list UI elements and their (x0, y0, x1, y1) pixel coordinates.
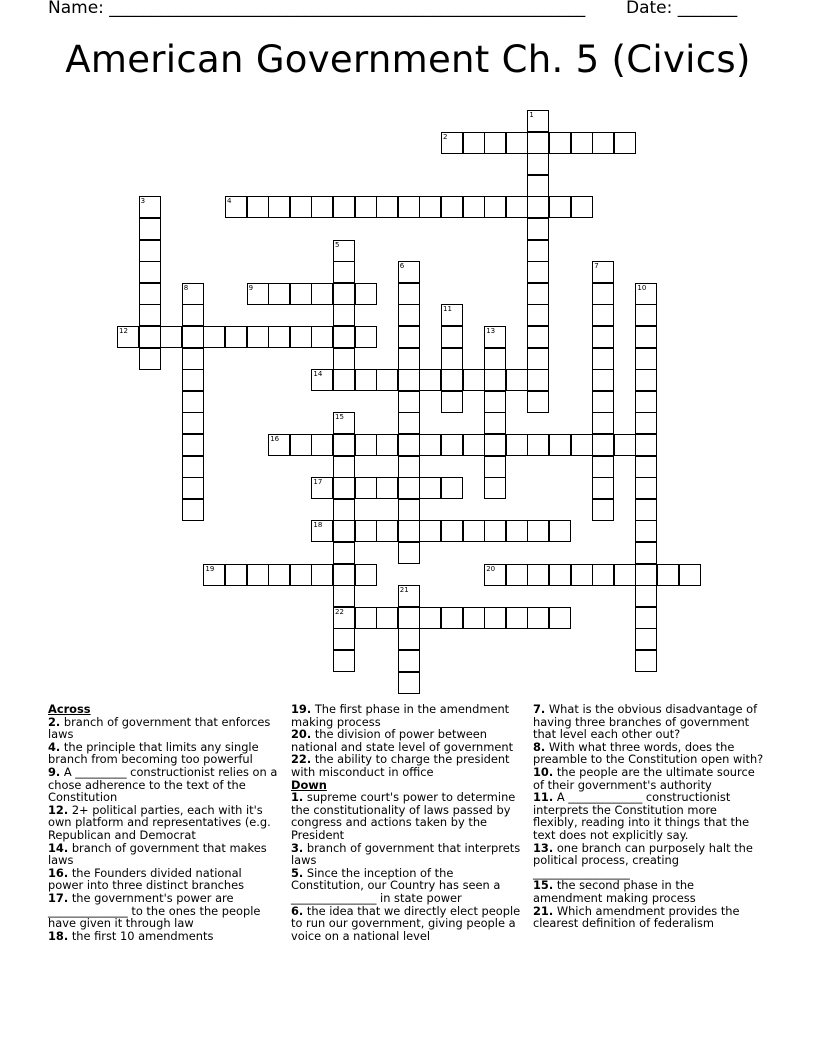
grid-cell[interactable] (592, 456, 614, 478)
grid-cell[interactable] (635, 499, 657, 521)
grid-cell[interactable] (333, 628, 355, 650)
clue-down-5: 5. Since the inception of the Constitution, our Country has seen a _______________ in state power (291, 865, 501, 905)
clue-number: 4 (227, 197, 232, 206)
clue-number: 19 (205, 564, 215, 573)
grid-cell[interactable] (441, 304, 463, 326)
grid-cell[interactable] (484, 412, 506, 434)
grid-cell[interactable] (398, 391, 420, 413)
grid-cell[interactable] (355, 477, 377, 499)
grid-cell[interactable] (592, 348, 614, 370)
clue-number: 11 (443, 305, 452, 314)
grid-cell[interactable] (549, 434, 571, 456)
grid-cell[interactable] (333, 326, 355, 348)
grid-cell[interactable] (398, 261, 420, 283)
grid-cell[interactable] (441, 434, 463, 456)
grid-cell[interactable] (333, 240, 355, 262)
grid-cell[interactable] (182, 348, 204, 370)
grid-cell[interactable] (527, 153, 549, 175)
clue-number: 16 (270, 435, 280, 443)
grid-cell[interactable] (635, 542, 657, 564)
grid-cell[interactable] (355, 283, 377, 305)
grid-cell[interactable] (311, 196, 333, 218)
grid-cell[interactable] (441, 369, 463, 391)
grid-cell[interactable] (592, 283, 614, 305)
grid-cell[interactable] (635, 391, 657, 413)
grid-cell[interactable] (592, 326, 614, 348)
clue-number: 13 (486, 327, 496, 335)
grid-cell[interactable] (441, 348, 463, 370)
grid-cell[interactable] (203, 326, 225, 348)
grid-cell[interactable] (614, 564, 636, 586)
grid-cell[interactable] (506, 369, 528, 391)
grid-cell[interactable] (484, 456, 506, 478)
grid-cell[interactable] (182, 477, 204, 499)
grid-cell[interactable] (527, 240, 549, 262)
grid-cell[interactable] (355, 434, 377, 456)
grid-cell[interactable] (571, 434, 593, 456)
clue-number: 22 (335, 607, 344, 616)
clue-number: 10 (637, 283, 647, 292)
clue-across-14: 14. branch of government that makes laws (48, 840, 267, 868)
grid-cell[interactable] (333, 477, 355, 499)
grid-cell[interactable] (527, 607, 549, 629)
grid-cell[interactable] (527, 175, 549, 197)
grid-cell[interactable] (225, 564, 247, 586)
clue-down-6: 6. the idea that we directly elect people to run our government, giving people a voice on a national level (291, 903, 521, 943)
grid-cell[interactable] (614, 434, 636, 456)
name-field-label[interactable]: Name: ________________________________________________________ (48, 0, 586, 18)
down-heading: Down (291, 777, 327, 792)
grid-cell[interactable] (635, 304, 657, 326)
grid-cell[interactable] (441, 326, 463, 348)
grid-cell[interactable] (527, 348, 549, 370)
grid-cell[interactable] (268, 283, 290, 305)
grid-cell[interactable] (225, 196, 247, 218)
grid-cell[interactable] (527, 283, 549, 305)
clue-column-1 (48, 703, 280, 942)
grid-cell[interactable] (635, 564, 657, 586)
grid-cell[interactable] (527, 369, 549, 391)
grid-cell[interactable] (635, 650, 657, 672)
grid-cell[interactable] (571, 132, 593, 154)
clue-across-20: 20. the division of power between national and state level of government (291, 727, 514, 754)
grid-cell[interactable] (527, 326, 549, 348)
page-title: American Government Ch. 5 (Civics) (65, 38, 751, 81)
grid-cell[interactable] (333, 607, 355, 629)
grid-cell[interactable] (484, 326, 506, 348)
grid-cell[interactable] (290, 326, 312, 348)
clue-down-8: 8. With what three words, does the preamble to the Constitution open with? (533, 739, 764, 767)
grid-cell[interactable] (635, 585, 657, 607)
clue-across-16: 16. the Founders divided national power into three distinct branches (48, 865, 245, 893)
grid-cell[interactable] (311, 326, 333, 348)
grid-cell[interactable] (333, 283, 355, 305)
grid-cell[interactable] (419, 369, 441, 391)
grid-cell[interactable] (657, 564, 679, 586)
grid-cell[interactable] (333, 542, 355, 564)
grid-cell[interactable] (527, 564, 549, 586)
grid-cell[interactable] (117, 326, 139, 348)
clue-number: 1 (529, 111, 534, 119)
grid-cell[interactable] (355, 564, 377, 586)
across-heading: Across (48, 702, 91, 716)
grid-cell[interactable] (441, 132, 463, 154)
grid-cell[interactable] (398, 196, 420, 218)
grid-cell[interactable] (527, 218, 549, 240)
grid-cell[interactable] (635, 607, 657, 629)
clue-across-2: 2. branch of government that enforces laws (48, 714, 271, 742)
grid-cell[interactable] (376, 520, 398, 542)
grid-cell[interactable] (182, 456, 204, 478)
grid-cell[interactable] (247, 283, 269, 305)
grid-cell[interactable] (398, 585, 420, 607)
grid-cell[interactable] (484, 132, 506, 154)
clue-number: 20 (486, 564, 496, 573)
grid-cell[interactable] (268, 564, 290, 586)
grid-cell[interactable] (398, 283, 420, 305)
grid-cell[interactable] (182, 304, 204, 326)
grid-cell[interactable] (333, 196, 355, 218)
grid-cell[interactable] (311, 520, 333, 542)
grid-cell[interactable] (182, 434, 204, 456)
grid-cell[interactable] (182, 499, 204, 521)
grid-cell[interactable] (419, 520, 441, 542)
grid-cell[interactable] (333, 304, 355, 326)
grid-cell[interactable] (247, 196, 269, 218)
grid-cell[interactable] (311, 434, 333, 456)
grid-cell[interactable] (441, 520, 463, 542)
grid-cell[interactable] (333, 650, 355, 672)
grid-cell[interactable] (635, 628, 657, 650)
grid-cell[interactable] (333, 456, 355, 478)
clue-down-21: 21. Which amendment provides the clearest definition of federalism (533, 903, 740, 931)
grid-cell[interactable] (247, 564, 269, 586)
grid-cell[interactable] (311, 369, 333, 391)
grid-cell[interactable] (441, 196, 463, 218)
grid-cell[interactable] (355, 326, 377, 348)
clue-across-4: 4. the principle that limits any single branch from becoming too powerful (48, 739, 259, 767)
clue-number: 14 (313, 370, 323, 379)
grid-cell[interactable] (311, 283, 333, 305)
grid-cell[interactable] (506, 564, 528, 586)
grid-cell[interactable] (398, 434, 420, 456)
grid-cell[interactable] (441, 607, 463, 629)
grid-cell[interactable] (463, 607, 485, 629)
grid-cell[interactable] (333, 520, 355, 542)
grid-cell[interactable] (290, 283, 312, 305)
clue-down-11: 11. A _____________ constructionist interprets the Constitution more flexibly, reading into it things that the text does not explicitly say. (533, 790, 750, 842)
grid-cell[interactable] (376, 607, 398, 629)
grid-cell[interactable] (333, 585, 355, 607)
grid-cell[interactable] (506, 434, 528, 456)
grid-cell[interactable] (527, 196, 549, 218)
grid-cell[interactable] (484, 391, 506, 413)
grid-cell[interactable] (441, 391, 463, 413)
clue-down-15: 15. the second phase in the amendment making process (533, 878, 696, 905)
clue-number: 8 (183, 283, 189, 292)
clue-column-3 (533, 703, 765, 930)
grid-cell[interactable] (333, 412, 355, 434)
grid-cell[interactable] (355, 369, 377, 391)
grid-cell[interactable] (398, 456, 420, 478)
grid-cell[interactable] (182, 283, 204, 305)
grid-cell[interactable] (527, 434, 549, 456)
grid-cell[interactable] (333, 564, 355, 586)
clue-column-2 (291, 703, 523, 942)
grid-cell[interactable] (592, 132, 614, 154)
grid-cell[interactable] (635, 369, 657, 391)
grid-cell[interactable] (506, 520, 528, 542)
grid-cell[interactable] (333, 261, 355, 283)
grid-cell[interactable] (139, 218, 161, 240)
grid-cell[interactable] (247, 326, 269, 348)
clue-number: 3 (140, 197, 146, 206)
grid-cell[interactable] (592, 304, 614, 326)
clue-down-1: 1. supreme court's power to determine the constitutionality of laws passed by congress and actions taken by the President (291, 790, 516, 842)
clue-down-10: 10. the people are the ultimate source of their government's authority (533, 764, 755, 792)
clue-across-19: 19. The first phase in the amendment making process (291, 702, 510, 729)
grid-cell[interactable] (527, 304, 549, 326)
grid-cell[interactable] (398, 477, 420, 499)
grid-cell[interactable] (376, 196, 398, 218)
grid-cell[interactable] (484, 520, 506, 542)
grid-cell[interactable] (571, 564, 593, 586)
grid-cell[interactable] (484, 348, 506, 370)
grid-cell[interactable] (506, 196, 528, 218)
grid-cell[interactable] (268, 434, 290, 456)
clue-down-3: 3. branch of government that interprets laws (291, 840, 521, 868)
grid-cell[interactable] (484, 564, 506, 586)
grid-cell[interactable] (376, 369, 398, 391)
grid-cell[interactable] (484, 607, 506, 629)
grid-cell[interactable] (527, 391, 549, 413)
grid-cell[interactable] (333, 348, 355, 370)
clue-number: 15 (335, 413, 344, 422)
grid-cell[interactable] (527, 132, 549, 154)
clue-number: 12 (119, 327, 128, 335)
grid-cell[interactable] (376, 434, 398, 456)
grid-cell[interactable] (635, 326, 657, 348)
grid-cell[interactable] (592, 412, 614, 434)
grid-cell[interactable] (355, 520, 377, 542)
grid-cell[interactable] (463, 369, 485, 391)
grid-cell[interactable] (419, 196, 441, 218)
grid-cell[interactable] (268, 326, 290, 348)
grid-cell[interactable] (549, 564, 571, 586)
grid-cell[interactable] (182, 412, 204, 434)
grid-cell[interactable] (398, 628, 420, 650)
grid-cell[interactable] (484, 369, 506, 391)
grid-cell[interactable] (398, 542, 420, 564)
grid-cell[interactable] (311, 477, 333, 499)
grid-cell[interactable] (182, 369, 204, 391)
clue-across-18: 18. the first 10 amendments (48, 928, 214, 943)
grid-cell[interactable] (635, 348, 657, 370)
date-field-label[interactable]: Date: _______ (626, 0, 738, 18)
grid-cell[interactable] (506, 132, 528, 154)
clue-number: 6 (399, 262, 405, 271)
grid-cell[interactable] (571, 196, 593, 218)
grid-cell[interactable] (333, 434, 355, 456)
grid-cell[interactable] (225, 326, 247, 348)
grid-cell[interactable] (419, 477, 441, 499)
grid-cell[interactable] (419, 434, 441, 456)
grid-cell[interactable] (463, 520, 485, 542)
grid-cell[interactable] (398, 412, 420, 434)
clue-down-13: 13. one branch can purposely halt the political process, creating _________________ (533, 840, 753, 880)
clue-across-22: 22. the ability to charge the president with misconduct in office (291, 752, 510, 779)
grid-cell[interactable] (549, 132, 571, 154)
grid-cell[interactable] (441, 477, 463, 499)
grid-cell[interactable] (398, 499, 420, 521)
grid-cell[interactable] (549, 520, 571, 542)
grid-cell[interactable] (635, 283, 657, 305)
grid-cell[interactable] (484, 477, 506, 499)
grid-cell[interactable] (635, 520, 657, 542)
grid-cell[interactable] (592, 477, 614, 499)
grid-cell[interactable] (614, 132, 636, 154)
grid-cell[interactable] (398, 304, 420, 326)
grid-cell[interactable] (139, 348, 161, 370)
grid-cell[interactable] (398, 520, 420, 542)
grid-cell[interactable] (268, 196, 290, 218)
grid-cell[interactable] (506, 607, 528, 629)
clue-across-12: 12. 2+ political parties, each with it's own platform and representatives (e.g. Republican and Democrat (48, 802, 271, 842)
grid-cell[interactable] (635, 434, 657, 456)
grid-cell[interactable] (592, 434, 614, 456)
grid-cell[interactable] (398, 607, 420, 629)
grid-cell[interactable] (398, 650, 420, 672)
grid-cell[interactable] (311, 564, 333, 586)
grid-cell[interactable] (290, 196, 312, 218)
grid-cell[interactable] (333, 499, 355, 521)
grid-cell[interactable] (355, 196, 377, 218)
grid-cell[interactable] (139, 261, 161, 283)
grid-cell[interactable] (527, 110, 549, 132)
grid-cell[interactable] (398, 348, 420, 370)
grid-cell[interactable] (290, 434, 312, 456)
grid-cell[interactable] (463, 132, 485, 154)
clue-down-7: 7. What is the obvious disadvantage of having three branches of government that level each other out? (533, 702, 758, 742)
grid-cell[interactable] (592, 499, 614, 521)
grid-cell[interactable] (355, 607, 377, 629)
grid-cell[interactable] (333, 369, 355, 391)
grid-cell[interactable] (139, 326, 161, 348)
grid-cell[interactable] (182, 391, 204, 413)
grid-cell[interactable] (484, 196, 506, 218)
grid-cell[interactable] (139, 240, 161, 262)
grid-cell[interactable] (527, 520, 549, 542)
grid-cell[interactable] (527, 261, 549, 283)
grid-cell[interactable] (203, 564, 225, 586)
grid-cell[interactable] (484, 434, 506, 456)
grid-cell[interactable] (679, 564, 701, 586)
clue-across-9: 9. A _________ constructionist relies on a chose adherence to the text of the Constitution (48, 764, 278, 805)
grid-cell[interactable] (549, 196, 571, 218)
clue-number: 17 (313, 478, 323, 487)
grid-cell[interactable] (592, 564, 614, 586)
grid-cell[interactable] (139, 283, 161, 305)
clue-across-17: 17. the government's power are ______________ to the ones the people have given it through law (48, 890, 261, 931)
clue-number: 7 (594, 262, 599, 271)
grid-cell[interactable] (139, 196, 161, 218)
grid-cell[interactable] (463, 196, 485, 218)
grid-cell[interactable] (463, 434, 485, 456)
clue-number: 5 (335, 240, 340, 249)
grid-cell[interactable] (398, 369, 420, 391)
grid-cell[interactable] (160, 326, 182, 348)
grid-cell[interactable] (182, 326, 204, 348)
grid-cell[interactable] (635, 456, 657, 478)
grid-cell[interactable] (635, 477, 657, 499)
grid-cell[interactable] (139, 304, 161, 326)
clue-number: 2 (443, 132, 448, 141)
grid-cell[interactable] (398, 326, 420, 348)
grid-cell[interactable] (592, 391, 614, 413)
grid-cell[interactable] (398, 672, 420, 694)
grid-cell[interactable] (635, 412, 657, 434)
clue-number: 9 (248, 283, 254, 292)
grid-cell[interactable] (549, 607, 571, 629)
grid-cell[interactable] (376, 477, 398, 499)
grid-cell[interactable] (592, 261, 614, 283)
grid-cell[interactable] (290, 564, 312, 586)
grid-cell[interactable] (592, 369, 614, 391)
clue-number: 18 (313, 521, 323, 530)
clue-number: 21 (399, 586, 409, 595)
grid-cell[interactable] (419, 607, 441, 629)
